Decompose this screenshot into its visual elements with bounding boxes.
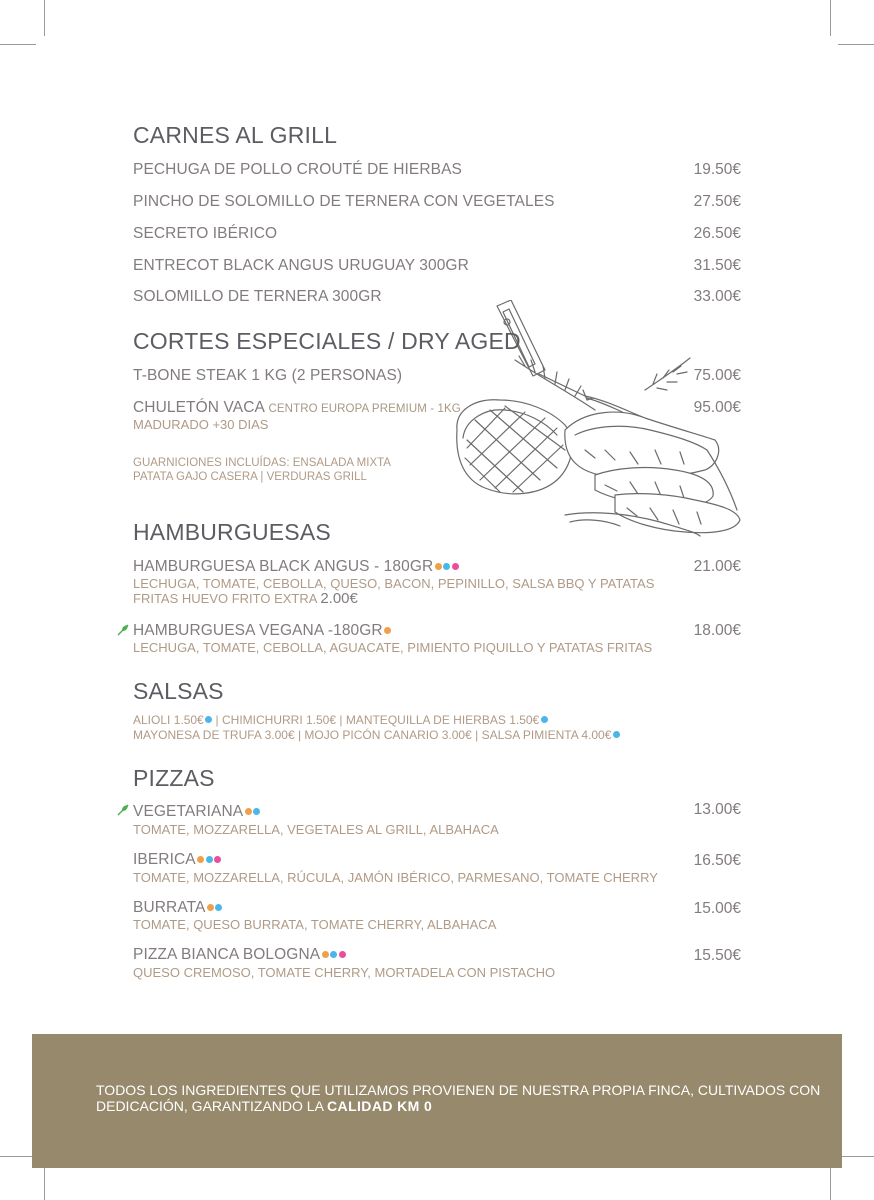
crop-mark: [838, 1156, 874, 1157]
crop-mark: [44, 1164, 45, 1200]
allergen-dot-blue: [443, 563, 450, 570]
allergen-dot-blue: [215, 904, 222, 911]
menu-item-price: 95.00€: [693, 399, 741, 416]
allergen-dot-orange: [322, 951, 329, 958]
menu-item-description: TOMATE, MOZZARELLA, VEGETALES AL GRILL, ALBAHACA: [133, 822, 499, 837]
allergen-dot-blue: [613, 731, 620, 738]
menu-item-name: BURRATA: [133, 899, 206, 916]
section-title-pizzas: PIZZAS: [133, 765, 215, 791]
menu-item-price: 21.00€: [693, 558, 741, 575]
menu-item-pizza: [133, 851, 221, 869]
menu-item-description: TOMATE, QUESO BURRATA, TOMATE CHERRY, ALBAHACA: [133, 917, 497, 932]
crop-mark: [44, 0, 45, 36]
menu-item-name: HAMBURGUESA VEGANA -180GR: [133, 622, 383, 639]
extra-price: 2.00€: [320, 590, 358, 607]
menu-item-description: TOMATE, MOZZARELLA, RÚCULA, JAMÓN IBÉRICO, PARMESANO, TOMATE CHERRY: [133, 870, 658, 885]
allergen-dot-pink: [214, 856, 221, 863]
sauces-list: | CHIMICHURRI 1.50€ | MANTEQUILLA DE HIERBAS 1.50€: [212, 713, 540, 727]
menu-item-name: T-BONE STEAK 1 KG (2 PERSONAS): [133, 367, 403, 384]
menu-item-name: IBERICA: [133, 851, 196, 868]
menu-item-price: 75.00€: [693, 367, 741, 384]
sauces-line: [133, 713, 548, 727]
menu-item-price: 15.50€: [693, 947, 741, 964]
menu-item-name: ENTRECOT BLACK ANGUS URUGUAY 300GR: [133, 257, 469, 274]
crop-mark: [0, 44, 36, 45]
menu-item-name: SOLOMILLO DE TERNERA 300GR: [133, 288, 382, 305]
menu-item-price: 19.50€: [693, 161, 741, 178]
menu-item-pizza: [133, 803, 260, 821]
leaf-icon: [116, 623, 130, 637]
crop-mark: [838, 44, 874, 45]
menu-item-description: QUESO CREMOSO, TOMATE CHERRY, MORTADELA CON PISTACHO: [133, 965, 556, 980]
allergen-dot-pink: [339, 951, 346, 958]
menu-item-name: HAMBURGUESA BLACK ANGUS - 180GR: [133, 558, 434, 575]
menu-item-price: 27.50€: [693, 193, 741, 210]
menu-item-chuleton: [133, 399, 461, 417]
menu-item-name: VEGETARIANA: [133, 803, 244, 820]
menu-item-subtitle: CENTRO EUROPA PREMIUM - 1KG: [268, 403, 461, 415]
menu-item-price: 16.50€: [693, 852, 741, 869]
menu-item-name: SECRETO IBÉRICO: [133, 225, 278, 242]
menu-item-name: PINCHO DE SOLOMILLO DE TERNERA CON VEGETALES: [133, 193, 555, 210]
crop-mark: [830, 1164, 831, 1200]
menu-item-price: 33.00€: [693, 288, 741, 305]
allergen-dot-orange: [197, 856, 204, 863]
crop-mark: [830, 0, 831, 36]
allergen-dot-orange: [435, 563, 442, 570]
menu-item-vegana: [133, 622, 391, 640]
footer-line: TODOS LOS INGREDIENTES QUE UTILIZAMOS PROVIENEN DE NUESTRA PROPIA FINCA, CULTIVADOS CON: [96, 1082, 821, 1098]
section-title-salsas: SALSAS: [133, 678, 224, 704]
sauces-list: MAYONESA DE TRUFA 3.00€ | MOJO PICÓN CANARIO 3.00€ | SALSA PIMIENTA 4.00€: [133, 728, 612, 742]
section-title-carnes: CARNES AL GRILL: [133, 122, 338, 148]
allergen-dot-orange: [207, 904, 214, 911]
allergen-dot-orange: [245, 808, 252, 815]
allergen-dot-blue: [206, 856, 213, 863]
menu-item-name: PIZZA BIANCA BOLOGNA: [133, 946, 321, 963]
leaf-icon: [116, 803, 130, 817]
footer-line-text: DEDICACIÓN, GARANTIZANDO LA: [96, 1098, 328, 1114]
allergen-dot-orange: [384, 627, 391, 634]
menu-item-price: 26.50€: [693, 225, 741, 242]
menu-item-description: LECHUGA, TOMATE, CEBOLLA, AGUACATE, PIMIENTO PIQUILLO Y PATATAS FRITAS: [133, 640, 653, 655]
menu-item-price: 31.50€: [693, 257, 741, 274]
footer-text: [96, 1082, 820, 1114]
crop-mark: [0, 1156, 36, 1157]
menu-item-description: [133, 591, 358, 607]
footer-banner: [32, 1034, 842, 1168]
allergen-dot-pink: [452, 563, 459, 570]
menu-item-name: CHULETÓN VACA: [133, 399, 265, 416]
footer-highlight: CALIDAD KM 0: [327, 1098, 433, 1114]
menu-item-name: PECHUGA DE POLLO CROUTÉ DE HIERBAS: [133, 161, 462, 178]
sauce-alioli: ALIOLI 1.50€: [133, 713, 204, 727]
menu-item-price: 13.00€: [693, 801, 741, 818]
side-dishes-note: PATATA GAJO CASERA | VERDURAS GRILL: [133, 471, 367, 483]
menu-item-price: 18.00€: [693, 622, 741, 639]
allergen-dot-blue: [253, 808, 260, 815]
menu-item-description: MADURADO +30 DIAS: [133, 417, 269, 432]
menu-item-pizza: [133, 946, 346, 964]
section-title-cortes: CORTES ESPECIALES / DRY AGED: [133, 328, 521, 354]
allergen-dot-blue: [541, 716, 548, 723]
sauces-line: [133, 728, 620, 742]
section-title-hamburguesas: HAMBURGUESAS: [133, 519, 331, 545]
menu-item-black-angus: [133, 558, 459, 576]
menu-item-price: 15.00€: [693, 900, 741, 917]
menu-item-pizza: [133, 899, 222, 917]
menu-item-description-text: FRITAS HUEVO FRITO EXTRA: [133, 591, 321, 606]
side-dishes-note: GUARNICIONES INCLUÍDAS: ENSALADA MIXTA: [133, 457, 391, 469]
footer-line: [96, 1098, 820, 1114]
menu-item-description: LECHUGA, TOMATE, CEBOLLA, QUESO, BACON, PEPINILLO, SALSA BBQ Y PATATAS: [133, 576, 655, 591]
allergen-dot-blue: [330, 951, 337, 958]
